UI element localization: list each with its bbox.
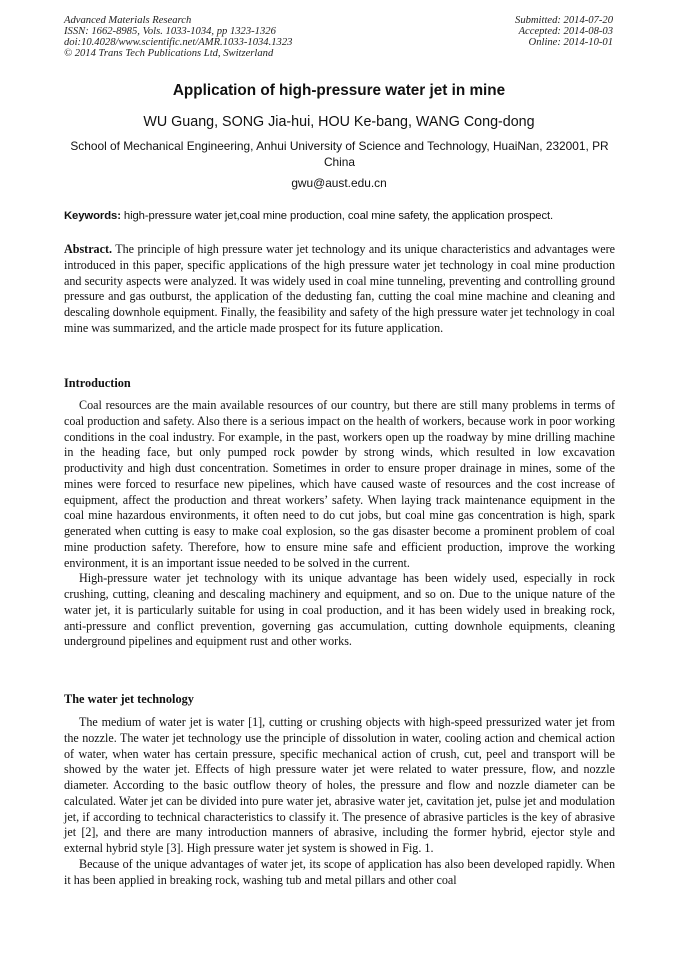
paragraph: The medium of water jet is water [1], cutting or crushing objects with high-speed pressurized water jet from the nozzle. The water jet technology use the principle of dissolution in water, cooling action and chemical action of water, when water has certain pressure, specific mechanical action of crush, cut, peel and transport will be showed by the water jet. Effects of high pressure water jet were related to water pressure, flow, and nozzle diameter. According to the basic outflow theory of holes, the pressure and flow and nozzle diameter can be calculated. Water jet can be divided into pure water jet, abrasive water jet, cavitation jet, pulse jet and modulation jet, if according to technical characteristics to classify it. The presence of abrasive particles is the key of abrasive jet [2], and there are many introduction manners of abrasive, including the former hybrid, ejector style and external hybrid style [3]. High pressure water jet system is showed in Fig. 1. <box>64 715 615 855</box>
affiliation: School of Mechanical Engineering, Anhui University of Science and Technology, HuaiNan, 232001, PR China <box>70 139 609 169</box>
author-email[interactable]: gwu@aust.edu.cn <box>291 176 387 190</box>
keywords-line <box>64 210 624 222</box>
paragraph: Because of the unique advantages of water jet, its scope of application has also been developed rapidly. When it has been applied in breaking rock, washing tub and metal pillars and other coal <box>64 856 615 887</box>
keywords-label: Keywords: <box>64 210 121 222</box>
introduction-body <box>64 398 615 650</box>
water-jet-body <box>64 715 615 888</box>
journal-name: Advanced Materials Research <box>64 15 192 26</box>
paragraph: Coal resources are the main available resources of our country, but there are still many problems in terms of coal production and safety. Also there is a serious impact on the health of workers, because work in poor working conditions in the coal industry. For example, in the past, workers open up the roadway by mine drilling machine in the heading face, but only pumped rock powder by strong winds, which resulted in low excavation productivity and high dust concentration. Sometimes in order to ensure proper drainage in mines, some of the mines were forced to resurface new pipelines, which have caused waste of resources and the cost increase of equipment, affect the production and threat workers’ safety. When laying track maintenance equipment in the coal mine hazardous environments, it often need to do cut jobs, but coal mine gas concentration is high, spark generated when cutting is easy to make coal explosion, so the gas disaster become a prominent problem of coal mine production safety. Therefore, how to ensure mine safe and efficient production, improve the working environment, it is an important issue needed to be solved in the current. <box>64 398 615 570</box>
doi-link[interactable]: doi:10.4028/www.scientific.net/AMR.1033-1034.1323 <box>64 37 293 49</box>
accepted-date: Accepted: 2014-08-03 <box>518 26 613 38</box>
copyright-line: © 2014 Trans Tech Publications Ltd, Switzerland <box>64 48 274 60</box>
publication-info <box>64 15 292 59</box>
keywords-text: high-pressure water jet,coal mine production, coal mine safety, the application prospect. <box>120 210 554 222</box>
date-info <box>515 15 613 48</box>
abstract-block <box>64 242 615 337</box>
section-heading-introduction: Introduction <box>64 376 131 390</box>
online-date: Online: 2014-10-01 <box>528 37 613 49</box>
author-list: WU Guang, SONG Jia-hui, HOU Ke-bang, WANG Cong-dong <box>143 114 535 130</box>
abstract-text: The principle of high pressure water jet technology and its unique characteristics and advantages were introduced in this paper, specific applications of the high pressure water jet technology in coal mine production and security aspects were analyzed. It was widely used in coal mine tunneling, preventing and controlling ground pressure and gas outburst, the application of the dedusting fan, cutting the coal mine machine and cleaning and descaling downhole equipment. Finally, the feasibility and safety of the high pressure water jet technology in coal mine was summarized, and the article made prospect for its future application. <box>64 242 615 335</box>
paragraph: High-pressure water jet technology with its unique advantage has been widely used, especially in rock crushing, cutting, cleaning and descaling machinery and equipment, and so on. Due to the unique nature of the water jet, it is particularly suitable for using in coal production, and it has been widely used in breaking rock, anti-pressure and conflict prevention, governing gas accumulation, cutting downhole equipments, cleaning underground pipelines and equipment rust and other works. <box>64 571 615 649</box>
paper-title: Application of high-pressure water jet in mine <box>172 82 506 99</box>
issn-line: ISSN: 1662-8985, Vols. 1033-1034, pp 1323-1326 <box>64 26 276 38</box>
abstract-label: Abstract. <box>64 242 113 256</box>
submitted-date: Submitted: 2014-07-20 <box>515 15 613 26</box>
section-heading-water-jet: The water jet technology <box>64 692 194 706</box>
